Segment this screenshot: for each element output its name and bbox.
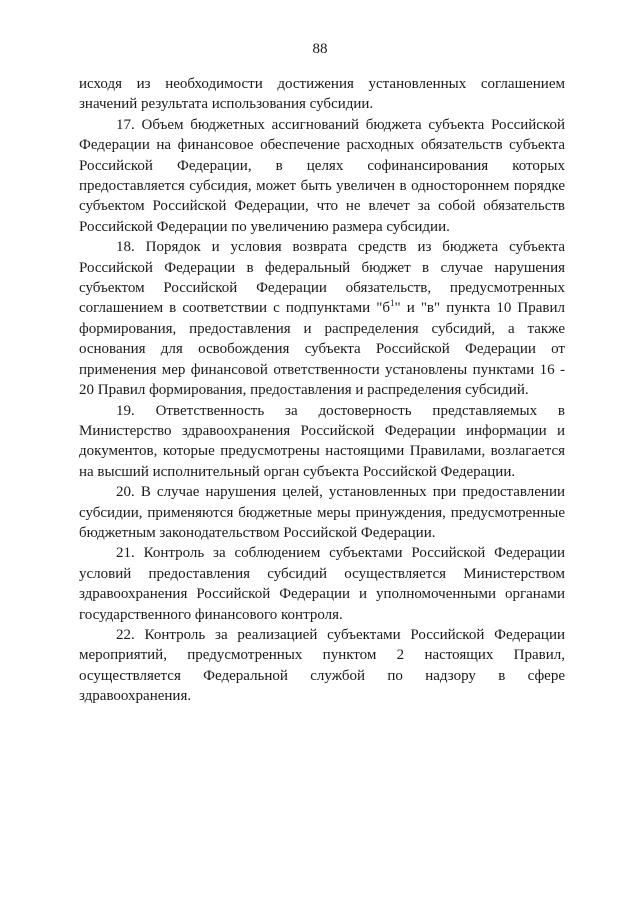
paragraph-22: 22. Контроль за реализацией субъектами Российской Федерации мероприятий, предусмотренных пунктом 2 настоящих Правил, осуществляется Федеральной службой по надзору в сфере здравоохранения. [79, 626, 565, 705]
paragraph-18 [79, 237, 565, 400]
paragraph-continuation: исходя из необходимости достижения установленных соглашением значений результата использования субсидии. [79, 76, 565, 113]
document-body [79, 74, 565, 707]
paragraph-18-part-2: " и "в" пункта 10 Правил формирования, предоставления и распределения субсидий, а также основания для освобождения субъекта Российской Федерации от применения мер финансовой ответственности установлены пунктами 16 - 20 Правил формирования, предоставления и распределения субсидий. [79, 300, 565, 399]
paragraph-17: 17. Объем бюджетных ассигнований бюджета субъекта Российской Федерации на финансовое обеспечение расходных обязательств субъекта Российской Федерации, в целях софинансирования которых предоставляется субсидия, может быть увеличен в одностороннем порядке субъектом Российской Федерации, что не влечет за собой обязательств Российской Федерации по увеличению размера субсидии. [79, 116, 565, 235]
paragraph-18-part-1: 18. Порядок и условия возврата средств из бюджета субъекта Российской Федерации в федеральный бюджет в случае нарушения субъектом Российской Федерации обязательств, предусмотренных соглашением в соответствии с подпунктами "б [79, 239, 565, 317]
paragraph-20: 20. В случае нарушения целей, установленных при предоставлении субсидии, применяются бюджетные меры принуждения, предусмотренные бюджетным законодательством Российской Федерации. [79, 484, 565, 541]
paragraph-21: 21. Контроль за соблюдением субъектами Российской Федерации условий предоставления субсидий осуществляется Министерством здравоохранения Российской Федерации и уполномоченными органами государственного финансового контроля. [79, 545, 565, 623]
page-number: 88 [312, 41, 328, 57]
superscript-mark: 1 [390, 298, 395, 309]
paragraph-19: 19. Ответственность за достоверность представляемых в Министерство здравоохранения Российской Федерации информации и документов, которые предусмотрены настоящими Правилами, возлагается на высший исполнительный орган субъекта Российской Федерации. [79, 402, 565, 480]
